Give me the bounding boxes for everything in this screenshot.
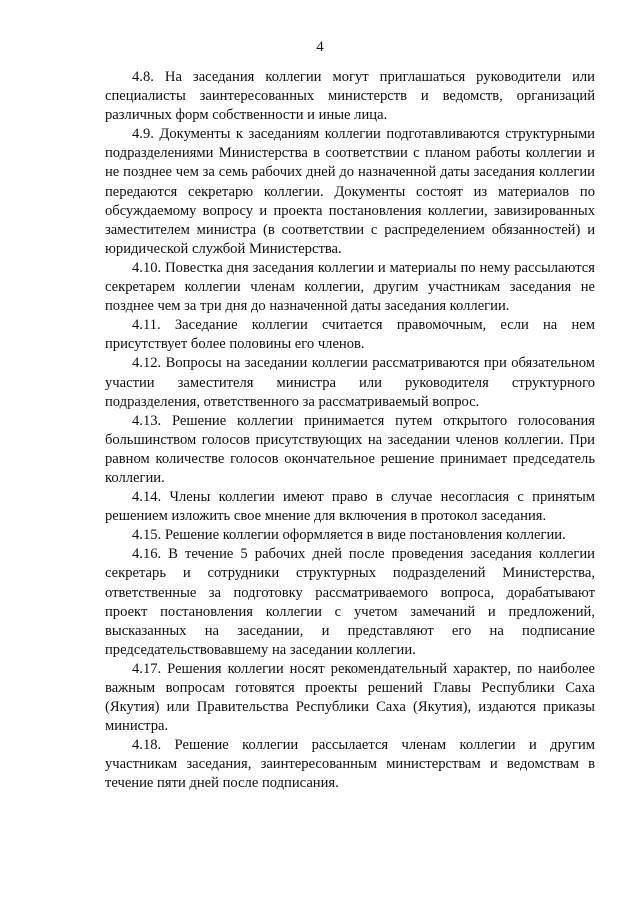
paragraph-4-10: 4.10. Повестка дня заседания коллегии и материалы по нему рассылаются секретарем коллегии членам коллегии, другим участникам заседания не позднее чем за три дня до назначенной даты заседания коллегии.: [105, 259, 595, 315]
paragraph-4-9: 4.9. Документы к заседаниям коллегии подготавливаются структурными подразделениями Министерства в соответствии с планом работы коллегии и не позднее чем за семь рабочих дней до назначенной даты заседания коллегии передаются секретарю коллегии. Документы состоят из материалов по обсуждаемому вопросу и проекта постановления коллегии, завизированных заместителем министра (в соответствии с распределением обязанностей) и юридической службой Министерства.: [105, 126, 595, 257]
paragraph-4-11: 4.11. Заседание коллегии считается правомочным, если на нем присутствует более половины его членов.: [105, 317, 595, 353]
paragraph-4-18: 4.18. Решение коллегии рассылается членам коллегии и другим участникам заседания, заинтересованным министерствам и ведомствам в течение пяти дней после подписания.: [105, 737, 595, 792]
page-number: 4: [316, 39, 324, 55]
paragraph-4-13: 4.13. Решение коллегии принимается путем открытого голосования большинством голосов присутствующих на заседании членов коллегии. При равном количестве голосов окончательное решение принимает председатель коллегии.: [105, 412, 595, 486]
paragraph-4-14: 4.14. Члены коллегии имеют право в случае несогласия с принятым решением изложить свое мнение для включения в протокол заседания.: [105, 489, 595, 525]
paragraph-4-17: 4.17. Решения коллегии носят рекомендательный характер, по наиболее важным вопросам готовятся проекты решений Главы Республики Саха (Якутия) или Правительства Республики Саха (Якутия), издаются приказы министра.: [105, 660, 595, 735]
paragraph-4-8: 4.8. На заседания коллегии могут приглашаться руководители или специалисты заинтересованных министерств и ведомств, организаций различных форм собственности и иные лица.: [105, 69, 595, 124]
document-body: [105, 68, 595, 794]
paragraph-4-12: 4.12. Вопросы на заседании коллегии рассматриваются при обязательном участии заместителя министра или руководителя структурного подразделения, ответственного за рассматриваемый вопрос.: [105, 355, 595, 410]
paragraph-4-15: 4.15. Решение коллегии оформляется в виде постановления коллегии.: [132, 527, 566, 544]
paragraph-4-16: 4.16. В течение 5 рабочих дней после проведения заседания коллегии секретарь и сотрудники структурных подразделений Министерства, ответственные за подготовку рассматриваемого вопроса, дорабатывают проект постановления коллегии с учетом замечаний и предложений, высказанных на заседании, и представляют его на подписание председательствовавшему на заседании коллегии.: [105, 546, 595, 658]
